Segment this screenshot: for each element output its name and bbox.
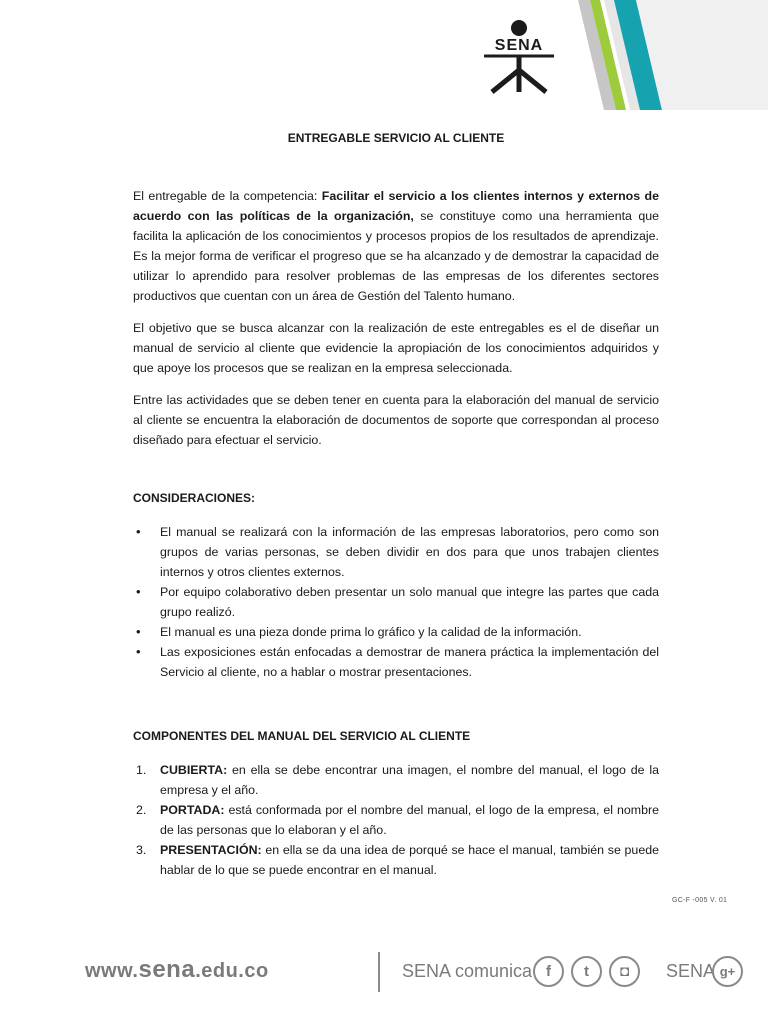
list-item: • El manual es una pieza donde prima lo gráfico y la calidad de la información. <box>160 622 659 642</box>
item-term: CUBIERTA: <box>160 763 228 777</box>
components-heading: COMPONENTES DEL MANUAL DEL SERVICIO AL CLIENTE <box>133 729 471 743</box>
domain-text: .edu.co <box>195 960 269 982</box>
item-term: PRESENTACIÓN: <box>160 843 262 857</box>
sena-gplus-label: SENA <box>666 961 716 981</box>
website-link[interactable] <box>85 956 269 984</box>
sena-comunica-label: SENA comunica <box>402 961 533 981</box>
activities-paragraph: Entre las actividades que se deben tener en cuenta para la elaboración del manual de servicio al cliente se encuentra la elaboración de documentos de soporte que correspondan al proceso diseñado para efectuar el servicio. <box>133 393 659 447</box>
intro-text: El entregable de la competencia: <box>133 189 322 203</box>
footer-divider <box>378 952 380 992</box>
components-list <box>133 760 659 880</box>
considerations-list <box>133 522 659 682</box>
sena-logo <box>482 18 556 94</box>
header-corner-stripes <box>538 0 768 110</box>
list-item: • El manual se realizará con la información de las empresas laboratorios, pero como son grupos de varias personas, se deben dividir en dos para que unos trabajen clientes internos y otros clientes externos. <box>160 522 659 582</box>
intro-paragraph <box>133 186 659 306</box>
www-text: www. <box>85 960 139 982</box>
sena-logo-text: SENA <box>494 37 544 54</box>
sena-text: sena <box>138 956 196 983</box>
facebook-icon[interactable]: f <box>533 956 564 987</box>
intro-text-continued: se constituye como una herramienta que facilita la aplicación de los conocimientos y procesos propios de los resultados de aprendizaje. Es la mejor forma de verificar el progreso que se ha alcanzado y de demostrar la capacidad de utilizar lo aprendido para resolver problemas de las empresas de los diferentes sectores productivos que cuentan con un área de Gestión del Talento humano. <box>133 209 660 303</box>
item-text: en ella se debe encontrar una imagen, el nombre del manual, el logo de la empresa y el año. <box>160 763 659 797</box>
item-number: 3. <box>136 843 147 857</box>
item-term: PORTADA: <box>160 803 225 817</box>
objective-paragraph: El objetivo que se busca alcanzar con la realización de este entregables es el de diseñar un manual de servicio al cliente que evidencie la apropiación de los conocimientos adquiridos y que apoye los procesos que se realizan en la empresa seleccionada. <box>133 321 659 375</box>
item-number: 1. <box>136 763 147 777</box>
item-text: está conformada por el nombre del manual, el logo de la empresa, el nombre de las personas que lo elaboran y el año. <box>160 803 659 837</box>
list-item <box>136 760 659 800</box>
item-text: en ella se da una idea de porqué se hace el manual, también se puede hablar de lo que se puede encontrar en el manual. <box>160 843 659 877</box>
google-plus-icon[interactable]: g+ <box>712 956 743 987</box>
document-body <box>133 128 659 880</box>
list-item <box>136 800 659 840</box>
instagram-icon[interactable]: ◘ <box>609 956 640 987</box>
list-item: • Por equipo colaborativo deben presentar un solo manual que integre las partes que cada grupo realizó. <box>160 582 659 622</box>
document-title: ENTREGABLE SERVICIO AL CLIENTE <box>287 131 505 145</box>
considerations-heading: CONSIDERACIONES: <box>133 491 256 505</box>
document-code: GC-F -005 V. 01 <box>672 897 728 904</box>
item-number: 2. <box>136 803 147 817</box>
list-item <box>136 840 659 880</box>
list-item: • Las exposiciones están enfocadas a demostrar de manera práctica la implementación del Servicio al cliente, no a hablar o mostrar presentaciones. <box>160 642 659 682</box>
competency-name: Facilitar el servicio a los clientes internos y externos de acuerdo con las políticas de la organización, <box>133 189 659 223</box>
twitter-icon[interactable]: t <box>571 956 602 987</box>
